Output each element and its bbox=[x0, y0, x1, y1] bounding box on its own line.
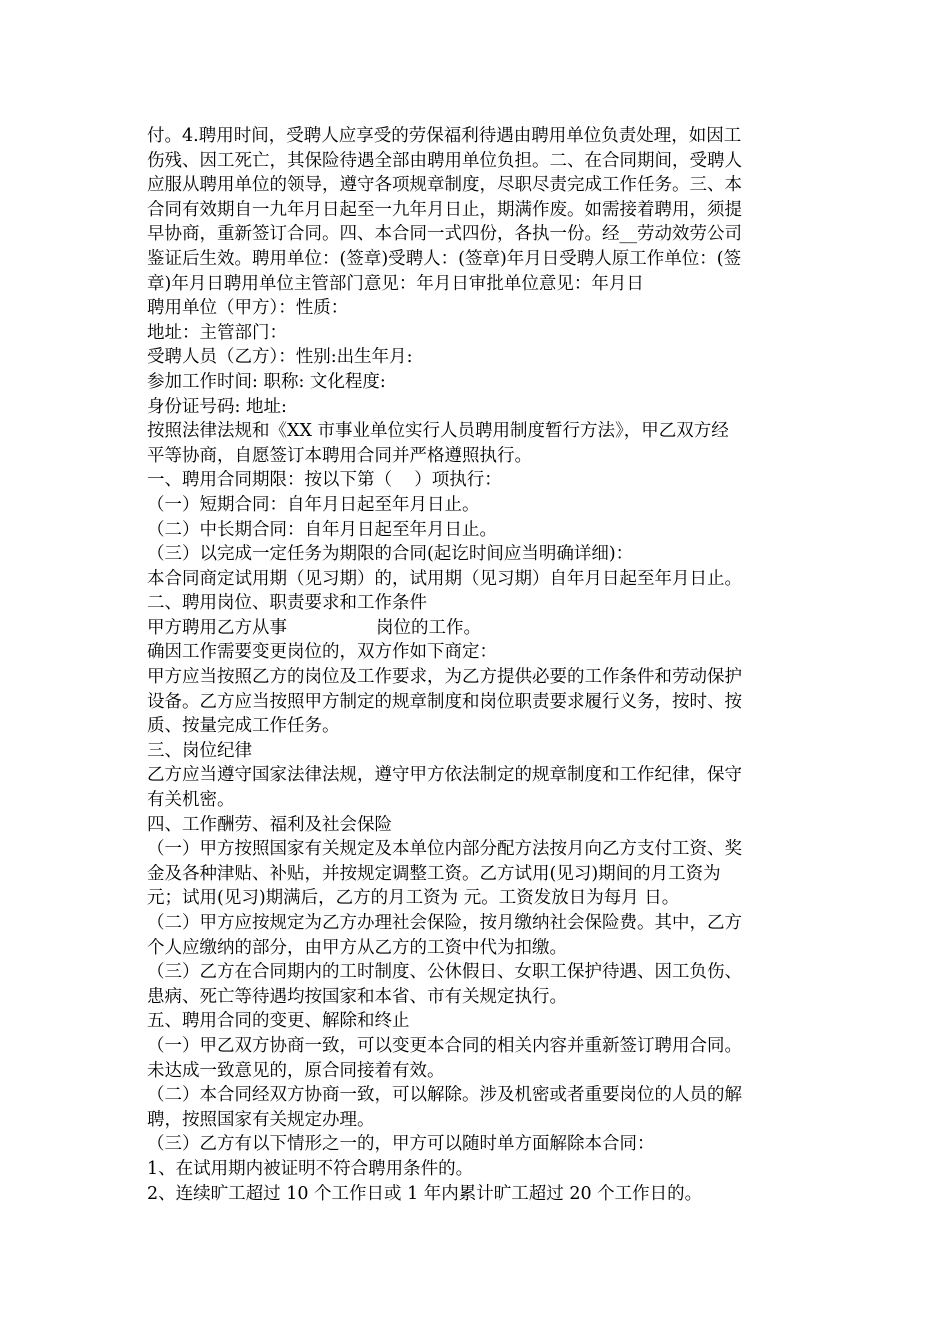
text-line: 患病、死亡等待遇均按国家和本省、市有关规定执行。 bbox=[147, 986, 567, 1007]
text-line: 付。4.聘用时间，受聘人应享受的劳保福利待遇由聘用单位负责处理，如因工 bbox=[147, 126, 742, 146]
text-line: 地址：主管部门： bbox=[147, 322, 287, 343]
text-line: 2、连续旷工超过 10 个工作日或 1 年内累计旷工超过 20 个工作日的。 bbox=[147, 1183, 703, 1204]
text-line: （一）甲方按照国家有关规定及本单位内部分配方法按月向乙方支付工资、奖 bbox=[147, 839, 742, 860]
text-line: 二、聘用岗位、职责要求和工作条件 bbox=[147, 593, 427, 614]
text-line: 应服从聘用单位的领导，遵守各项规章制度，尽职尽责完成工作任务。三、本 bbox=[147, 175, 742, 196]
text-line: 章)年月日聘用单位主管部门意见：年月日审批单位意见：年月日 bbox=[147, 273, 644, 294]
text-line: （二）中长期合同：自年月日起至年月日止。 bbox=[147, 519, 497, 540]
text-line: 未达成一致意见的，原合同接着有效。 bbox=[147, 1060, 445, 1081]
text-line: （一）短期合同：自年月日起至年月日止。 bbox=[147, 494, 480, 515]
text-line: （三）以完成一定任务为期限的合同(起讫时间应当明确详细)： bbox=[147, 544, 634, 565]
text-line: 乙方应当遵守国家法律法规，遵守甲方依法制定的规章制度和工作纪律，保守 bbox=[147, 765, 742, 786]
text-line: （三）乙方在合同期内的工时制度、公休假日、女职工保护待遇、因工负伤、 bbox=[147, 962, 742, 983]
text-line: 本合同商定试用期（见习期）的，试用期（见习期）自年月日起至年月日止。 bbox=[147, 568, 742, 589]
text-line: 三、岗位纪律 bbox=[147, 740, 252, 761]
text-line: 早协商，重新签订合同。四、本合同一式四份，各执一份。经__劳动效劳公司 bbox=[147, 224, 742, 245]
text-line: 鉴证后生效。聘用单位：(签章)受聘人：(签章)年月日受聘人原工作单位：(签 bbox=[147, 248, 742, 269]
text-line: 参加工作时间: 职称: 文化程度: bbox=[147, 371, 386, 392]
text-line: 身份证号码: 地址: bbox=[147, 396, 287, 417]
text-line: （一）甲乙双方协商一致，可以变更本合同的相关内容并重新签订聘用合同。 bbox=[147, 1035, 742, 1056]
text-line: 平等协商，自愿签订本聘用合同并严格遵照执行。 bbox=[147, 445, 532, 466]
text-line: 五、聘用合同的变更、解除和终止 bbox=[147, 1011, 410, 1032]
text-line: 确因工作需要变更岗位的，双方作如下商定： bbox=[147, 642, 497, 663]
text-line: （二）甲方应按规定为乙方办理社会保险，按月缴纳社会保险费。其中，乙方 bbox=[147, 913, 742, 933]
text-line: 质、按量完成工作任务。 bbox=[147, 716, 340, 737]
text-line: 一、聘用合同期限：按以下第（ ）项执行： bbox=[147, 470, 502, 491]
text-line: 元；试用(见习)期满后，乙方的月工资为 元。工资发放日为每月 日。 bbox=[147, 888, 680, 909]
text-line: 按照法律法规和《XX 市事业单位实行人员聘用制度暂行方法》，甲乙双方经 bbox=[147, 421, 729, 442]
text-line: 聘用单位（甲方）：性质： bbox=[147, 298, 349, 319]
text-line: 受聘人员（乙方）：性别:出生年月: bbox=[147, 347, 413, 368]
text-line: 甲方应当按照乙方的岗位及工作要求，为乙方提供必要的工作条件和劳动保护 bbox=[147, 667, 742, 688]
contract-body-text bbox=[147, 124, 807, 1206]
text-line: 有关机密。 bbox=[147, 790, 235, 811]
text-line: 设备。乙方应当按照甲方制定的规章制度和岗位职责要求履行义务，按时、按 bbox=[147, 691, 742, 712]
text-line: 1、在试用期内被证明不符合聘用条件的。 bbox=[147, 1158, 474, 1179]
text-line: 金及各种津贴、补贴，并按规定调整工资。乙方试用(见习)期间的月工资为 bbox=[147, 863, 721, 884]
text-line: （二）本合同经双方协商一致，可以解除。涉及机密或者重要岗位的人员的解 bbox=[147, 1085, 742, 1106]
text-line: 个人应缴纳的部分，由甲方从乙方的工资中代为扣缴。 bbox=[147, 937, 567, 958]
text-line: 伤残、因工死亡，其保险待遇全部由聘用单位负担。二、在合同期间，受聘人 bbox=[147, 150, 742, 171]
text-line: 甲方聘用乙方从事 岗位的工作。 bbox=[147, 617, 482, 638]
text-line: 四、工作酬劳、福利及社会保险 bbox=[147, 814, 392, 835]
text-line: （三）乙方有以下情形之一的，甲方可以随时单方面解除本合同： bbox=[147, 1134, 655, 1155]
text-line: 聘，按照国家有关规定办理。 bbox=[147, 1109, 375, 1130]
text-line: 合同有效期自一九年月日起至一九年月日止，期满作废。如需接着聘用，须提 bbox=[147, 199, 742, 220]
